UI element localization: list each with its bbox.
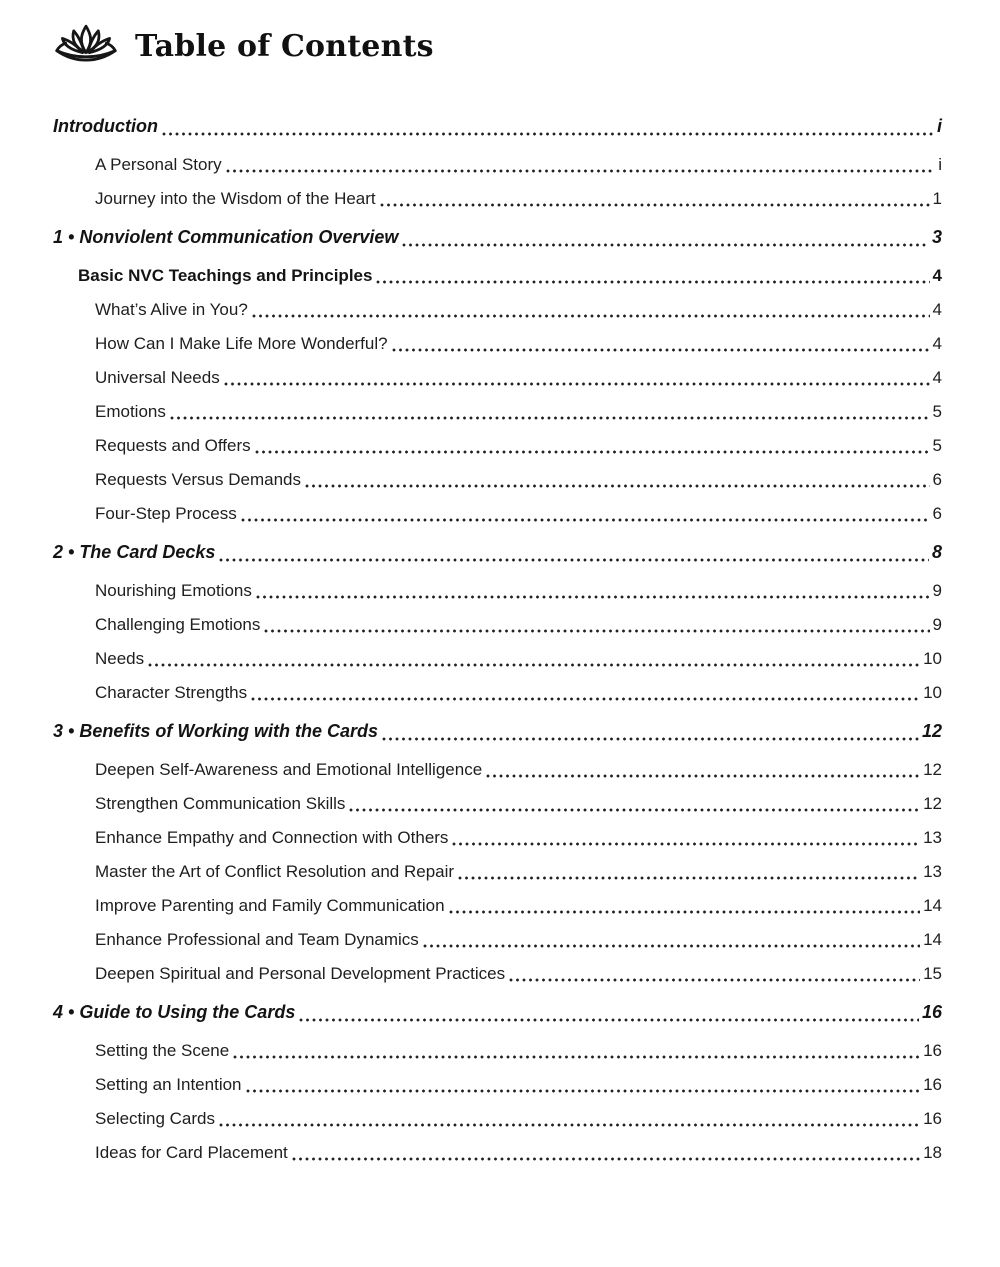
dot-leader: [162, 131, 934, 137]
toc-entry[interactable]: [95, 828, 942, 850]
toc-entry[interactable]: [95, 794, 942, 816]
toc-entry-page-number: 5: [932, 436, 942, 455]
dot-leader: [452, 841, 920, 847]
toc-entry-page-number: 9: [932, 615, 942, 634]
dot-leader: [458, 875, 920, 881]
toc-entry-page-number: 3: [931, 227, 942, 247]
toc-entry[interactable]: [95, 649, 942, 671]
toc-entry-page-number: 6: [932, 504, 942, 523]
dot-leader: [509, 977, 920, 983]
dot-leader: [256, 594, 930, 600]
dot-leader: [486, 773, 920, 779]
toc-entry-page-number: 14: [923, 930, 942, 949]
toc-entry[interactable]: [53, 542, 942, 566]
dot-leader: [219, 557, 929, 563]
toc-entry-label: Setting the Scene: [95, 1041, 230, 1060]
toc-entry-label: Strengthen Communication Skills: [95, 794, 346, 813]
toc-entry-label: Improve Parenting and Family Communication: [95, 896, 445, 915]
toc-entry-page-number: 8: [931, 542, 942, 562]
toc-entry-label: Enhance Empathy and Connection with Others: [95, 828, 449, 847]
toc-entry[interactable]: [95, 436, 942, 458]
toc-entry-page-number: 16: [921, 1002, 942, 1022]
toc-entry[interactable]: [95, 760, 942, 782]
toc-entry[interactable]: [95, 470, 942, 492]
toc-entry[interactable]: [95, 504, 942, 526]
toc-entry-page-number: 4: [932, 334, 942, 353]
toc-entry-page-number: 4: [932, 266, 942, 285]
dot-leader: [376, 279, 929, 285]
dot-leader: [170, 415, 930, 421]
toc-entry-page-number: 15: [923, 964, 942, 983]
toc-entry-label: Introduction: [53, 116, 158, 136]
toc-entry-page-number: 14: [923, 896, 942, 915]
toc-entry-label: Deepen Self-Awareness and Emotional Intelligence: [95, 760, 483, 779]
toc-entry-label: Basic NVC Teachings and Principles: [78, 266, 373, 285]
toc-entry-page-number: 18: [923, 1143, 942, 1162]
toc-entry-page-number: 13: [923, 862, 942, 881]
toc-entry-label: Needs: [95, 649, 145, 668]
lotus-icon: [53, 22, 119, 70]
toc-entry[interactable]: [95, 1143, 942, 1165]
dot-leader: [292, 1156, 920, 1162]
toc-entry-label: Emotions: [95, 402, 166, 421]
toc-entry-page-number: 10: [923, 649, 942, 668]
toc-entry-label: 1 • Nonviolent Communication Overview: [53, 227, 399, 247]
toc-entry-page-number: 16: [923, 1041, 942, 1060]
toc-entry-page-number: 16: [923, 1075, 942, 1094]
toc-entry[interactable]: [95, 615, 942, 637]
dot-leader: [224, 381, 930, 387]
toc-entry-page-number: 16: [923, 1109, 942, 1128]
toc-entry-page-number: 10: [923, 683, 942, 702]
toc-entry[interactable]: [95, 1041, 942, 1063]
toc-entry-page-number: 5: [932, 402, 942, 421]
toc-entry-label: Nourishing Emotions: [95, 581, 252, 600]
toc-entry-label: Selecting Cards: [95, 1109, 216, 1128]
toc-list: [53, 90, 942, 1165]
toc-entry[interactable]: [95, 1109, 942, 1131]
toc-entry[interactable]: [53, 116, 942, 140]
dot-leader: [382, 736, 919, 742]
toc-entry-label: Character Strengths: [95, 683, 248, 702]
toc-entry[interactable]: [95, 1075, 942, 1097]
toc-entry[interactable]: [95, 155, 942, 177]
dot-leader: [252, 313, 930, 319]
toc-entry-page-number: 9: [932, 581, 942, 600]
page-title: Table of Contents: [135, 28, 434, 64]
dot-leader: [246, 1088, 921, 1094]
toc-entry-label: 2 • The Card Decks: [53, 542, 216, 562]
toc-entry-label: Challenging Emotions: [95, 615, 261, 634]
dot-leader: [219, 1122, 920, 1128]
toc-entry-page-number: 4: [932, 368, 942, 387]
toc-entry-page-number: i: [938, 155, 942, 174]
toc-entry[interactable]: [53, 1002, 942, 1026]
toc-entry-page-number: 12: [923, 760, 942, 779]
toc-entry-label: Enhance Professional and Team Dynamics: [95, 930, 419, 949]
toc-entry[interactable]: [95, 402, 942, 424]
dot-leader: [264, 628, 929, 634]
toc-entry-label: 4 • Guide to Using the Cards: [53, 1002, 296, 1022]
toc-entry[interactable]: [95, 930, 942, 952]
toc-entry[interactable]: [95, 896, 942, 918]
toc-entry[interactable]: [95, 964, 942, 986]
dot-leader: [392, 347, 930, 353]
toc-entry[interactable]: [95, 368, 942, 390]
dot-leader: [148, 662, 920, 668]
dot-leader: [255, 449, 930, 455]
dot-leader: [423, 943, 920, 949]
toc-entry-label: Deepen Spiritual and Personal Development Practices: [95, 964, 506, 983]
dot-leader: [449, 909, 920, 915]
toc-entry-label: Setting an Intention: [95, 1075, 242, 1094]
toc-entry-label: Four-Step Process: [95, 504, 237, 523]
toc-entry-label: Journey into the Wisdom of the Heart: [95, 189, 376, 208]
dot-leader: [299, 1017, 919, 1023]
toc-entry-label: Requests and Offers: [95, 436, 251, 455]
toc-entry[interactable]: [53, 721, 942, 745]
toc-entry-page-number: i: [936, 116, 942, 136]
toc-entry-page-number: 13: [923, 828, 942, 847]
toc-entry[interactable]: [78, 266, 942, 288]
toc-entry-label: What’s Alive in You?: [95, 300, 248, 319]
toc-entry[interactable]: [95, 300, 942, 322]
dot-leader: [226, 168, 936, 174]
toc-entry-page-number: 4: [932, 300, 942, 319]
toc-entry-label: Ideas for Card Placement: [95, 1143, 288, 1162]
toc-entry[interactable]: [95, 581, 942, 603]
toc-entry[interactable]: [95, 334, 942, 356]
toc-entry-label: How Can I Make Life More Wonderful?: [95, 334, 388, 353]
dot-leader: [251, 696, 920, 702]
dot-leader: [241, 517, 930, 523]
toc-entry-label: Universal Needs: [95, 368, 220, 387]
dot-leader: [233, 1054, 920, 1060]
toc-entry[interactable]: [95, 189, 942, 211]
toc-entry-page-number: 12: [921, 721, 942, 741]
toc-entry-page-number: 12: [923, 794, 942, 813]
toc-entry[interactable]: [95, 862, 942, 884]
dot-leader: [349, 807, 920, 813]
toc-entry-page-number: 6: [932, 470, 942, 489]
toc-entry-label: A Personal Story: [95, 155, 222, 174]
dot-leader: [305, 483, 930, 489]
page-header: [53, 16, 942, 76]
dot-leader: [380, 202, 930, 208]
toc-entry[interactable]: [95, 683, 942, 705]
dot-leader: [402, 242, 929, 248]
toc-entry-page-number: 1: [932, 189, 942, 208]
toc-entry-label: Requests Versus Demands: [95, 470, 301, 489]
toc-entry-label: 3 • Benefits of Working with the Cards: [53, 721, 379, 741]
toc-entry[interactable]: [53, 227, 942, 251]
toc-entry-label: Master the Art of Conflict Resolution and Repair: [95, 862, 455, 881]
